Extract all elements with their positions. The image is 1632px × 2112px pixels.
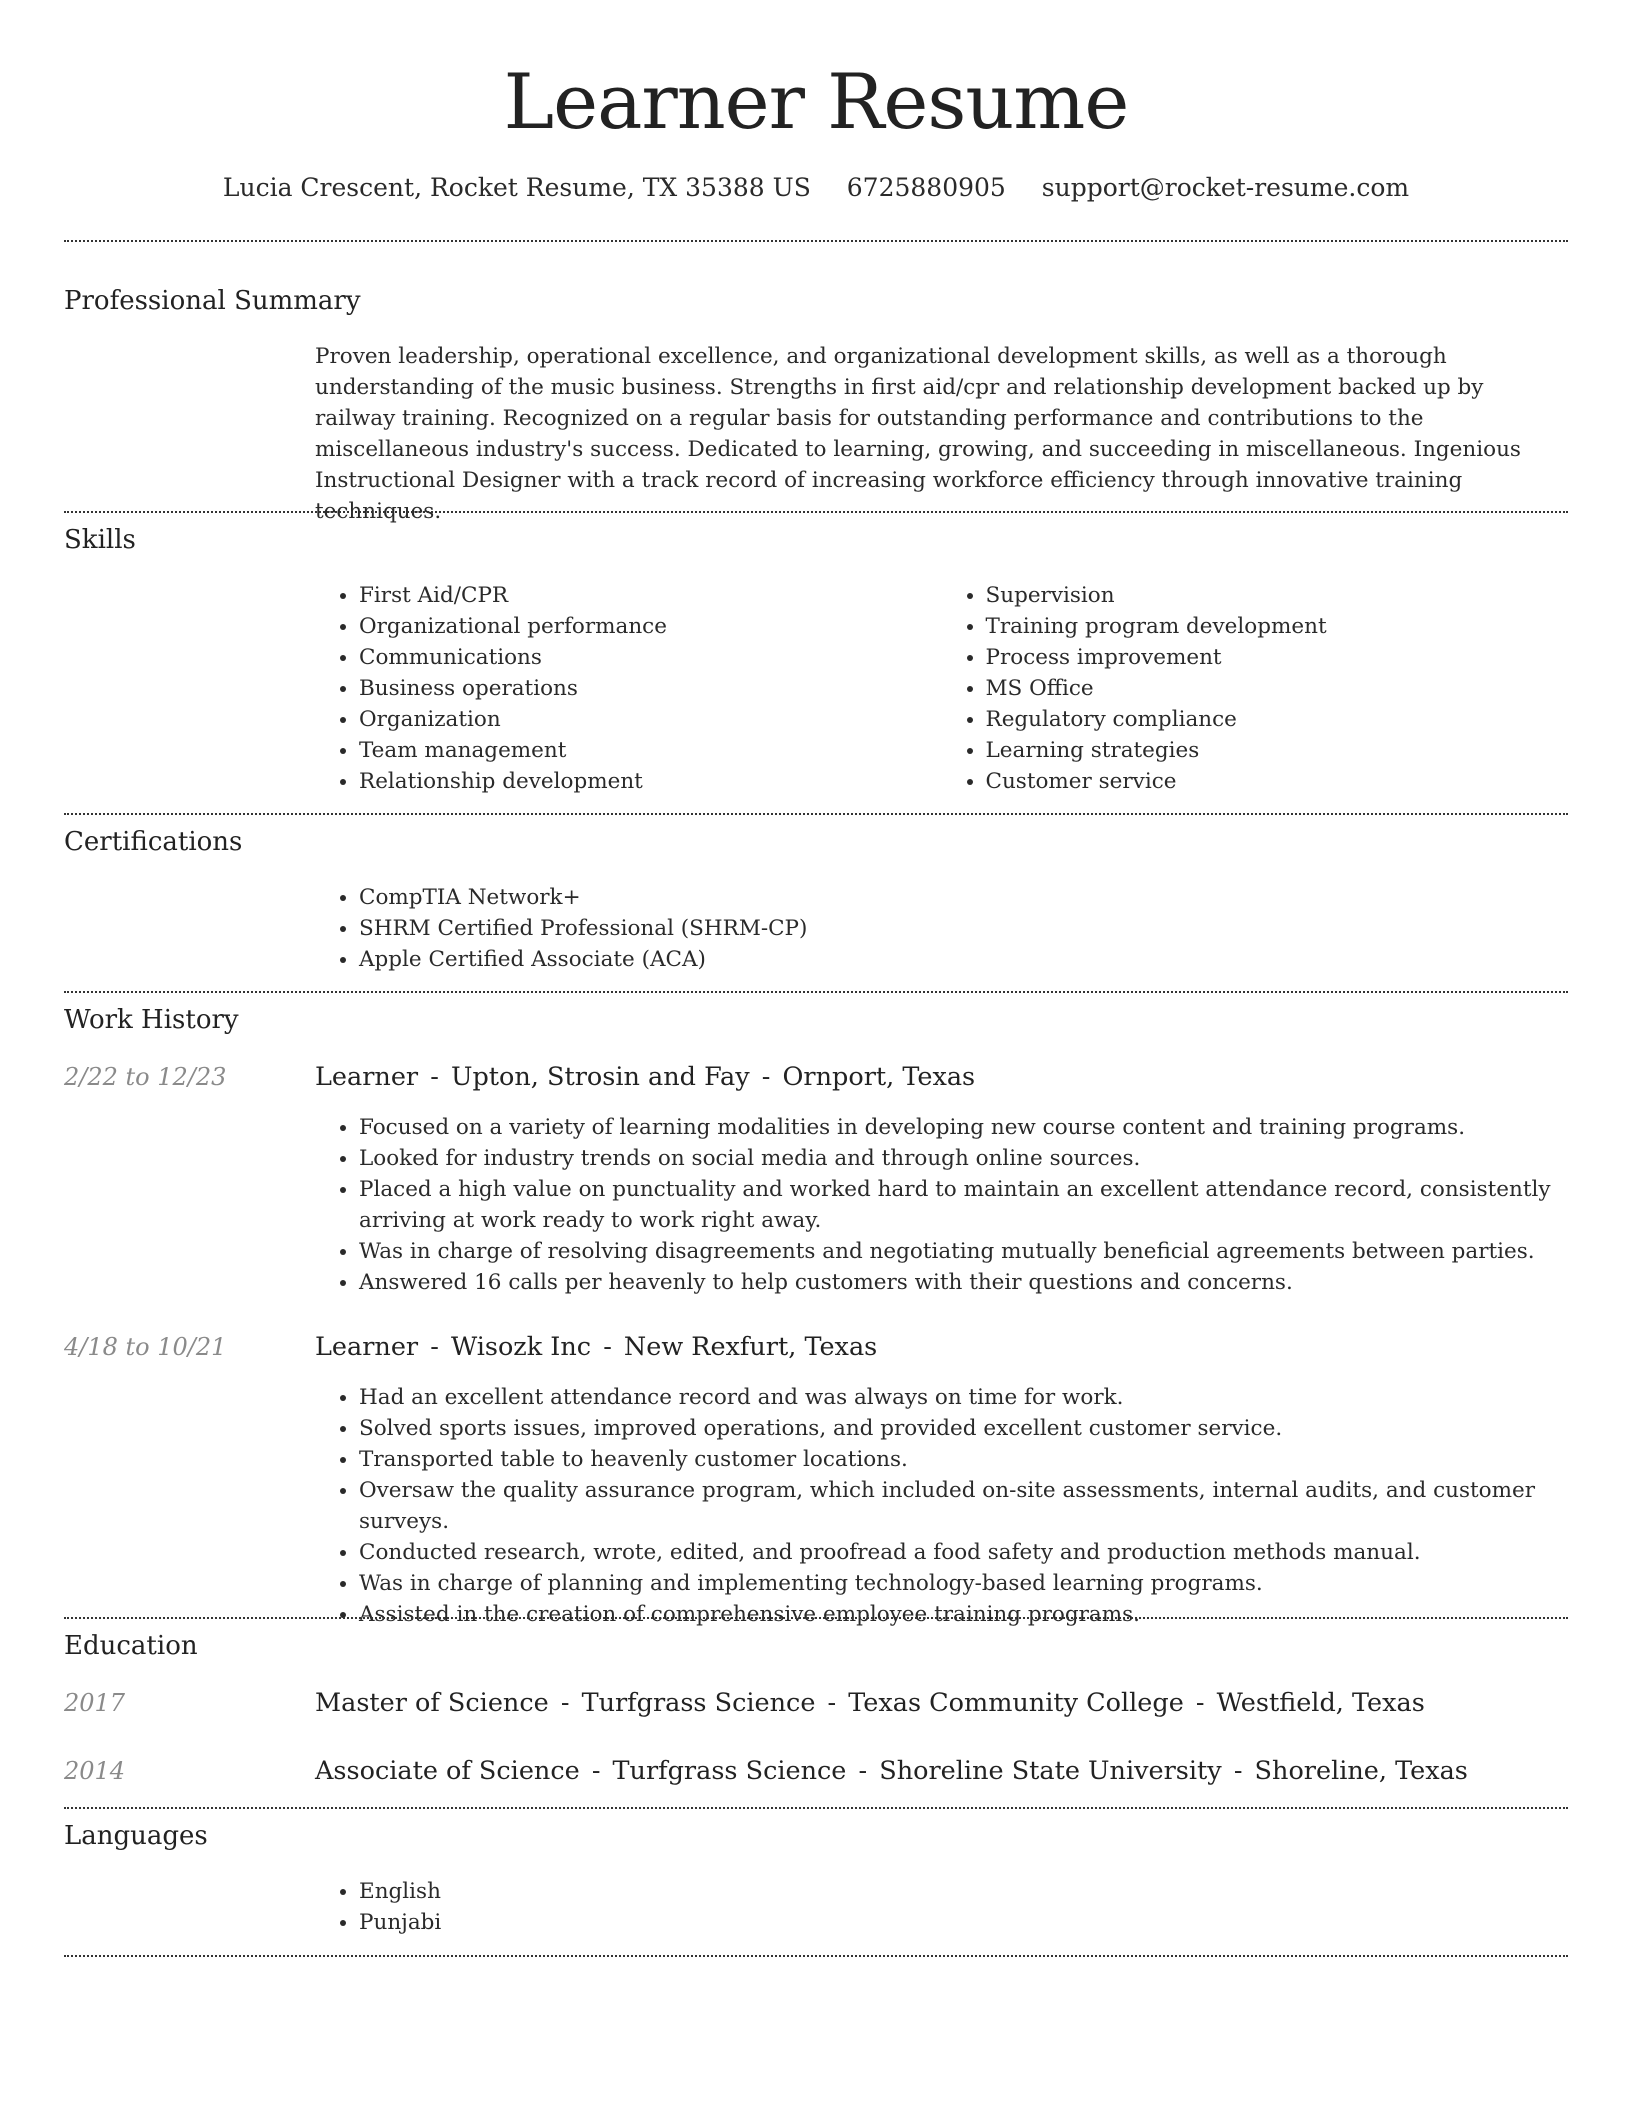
- skill-item: • Process improvement: [986, 642, 1569, 673]
- skill-item: • Relationship development: [359, 766, 942, 797]
- summary-text: Proven leadership, operational excellence, and organizational development skills, as well as a thorough understanding of the music business. Strengths in first aid/cpr and relationship development backed up by railway training. Recognized on a regular basis for outstanding performance and contributions to the miscellaneous industry's success. Dedicated to learning, growing, and succeeding in miscellaneous. Ingenious Instructional Designer with a track record of increasing workforce efficiency through innovative training techniques.: [315, 344, 1521, 524]
- education-field: Turfgrass Science: [612, 1756, 847, 1786]
- skill-item: • Business operations: [359, 673, 942, 704]
- job-duty: • Looked for industry trends on social media and through online sources.: [359, 1143, 1568, 1174]
- job-duties-list: [315, 1382, 1568, 1630]
- skill-item: • Supervision: [986, 580, 1569, 611]
- section-title-work-history: Work History: [64, 1005, 239, 1035]
- section-title-summary: Professional Summary: [64, 286, 361, 316]
- education-degree: Master of Science: [315, 1688, 549, 1718]
- job-duty: • Answered 16 calls per heavenly to help customers with their questions and concerns.: [359, 1267, 1568, 1298]
- skills-list-right: [942, 580, 1569, 797]
- contact-email: support@rocket-resume.com: [1041, 173, 1410, 202]
- contact-line: [64, 170, 1568, 206]
- education-entry: Associate of Science - Turfgrass Science - Shoreline State University - Shoreline, Texas: [315, 1756, 1468, 1786]
- contact-address: Lucia Crescent, Rocket Resume, TX 35388 US: [222, 173, 811, 202]
- skill-item: • Regulatory compliance: [986, 704, 1569, 735]
- skills-list-left: [315, 580, 942, 797]
- job-duty: • Assisted in the creation of comprehensive employee training programs.: [359, 1599, 1568, 1630]
- job-role: Learner: [315, 1062, 419, 1092]
- languages-block: [315, 1876, 1568, 1938]
- resume-name: Learner Resume: [503, 57, 1129, 146]
- certification-item: • SHRM Certified Professional (SHRM-CP): [359, 913, 1568, 944]
- contact-phone: 6725880905: [846, 173, 1006, 202]
- job-dates: 4/18 to 10/21: [64, 1333, 227, 1361]
- education-degree: Associate of Science: [315, 1756, 580, 1786]
- skills-columns: [315, 580, 1568, 797]
- education-year: 2014: [64, 1757, 126, 1785]
- job-duty: • Was in charge of planning and implementing technology-based learning programs.: [359, 1568, 1568, 1599]
- job-title: Learner - Wisozk Inc - New Rexfurt, Texas: [315, 1332, 878, 1362]
- skill-item: • Training program development: [986, 611, 1569, 642]
- section-divider: [64, 1955, 1568, 1957]
- languages-list: [315, 1876, 1568, 1938]
- section-divider: [64, 511, 1568, 513]
- skill-item: • Team management: [359, 735, 942, 766]
- certification-item: • CompTIA Network+: [359, 882, 1568, 913]
- section-divider: [64, 813, 1568, 815]
- certifications-block: [315, 882, 1568, 975]
- section-divider: [64, 1807, 1568, 1809]
- job-company: Wisozk Inc: [450, 1332, 592, 1362]
- job-duty: • Solved sports issues, improved operations, and provided excellent customer service.: [359, 1413, 1568, 1444]
- education-location: Shoreline, Texas: [1254, 1756, 1468, 1786]
- section-divider: [64, 1617, 1568, 1619]
- section-title-education: Education: [64, 1631, 198, 1661]
- section-divider: [64, 991, 1568, 993]
- section-title-skills: Skills: [64, 525, 136, 555]
- section-title-languages: Languages: [64, 1821, 208, 1851]
- job-location: Ornport, Texas: [782, 1062, 976, 1092]
- job-company: Upton, Strosin and Fay: [450, 1062, 750, 1092]
- job-role: Learner: [315, 1332, 419, 1362]
- skill-item: • Organization: [359, 704, 942, 735]
- education-school: Texas Community College: [848, 1688, 1184, 1718]
- education-location: Westfield, Texas: [1216, 1688, 1425, 1718]
- skill-item: • Organizational performance: [359, 611, 942, 642]
- job-duty: • Focused on a variety of learning modalities in developing new course content and training programs.: [359, 1112, 1568, 1143]
- section-divider: [64, 240, 1568, 242]
- job-duties-list: [315, 1112, 1568, 1298]
- job-duties: [315, 1112, 1568, 1298]
- certification-item: • Apple Certified Associate (ACA): [359, 944, 1568, 975]
- job-title: Learner - Upton, Strosin and Fay - Ornport, Texas: [315, 1062, 976, 1092]
- job-duties: [315, 1382, 1568, 1630]
- education-school: Shoreline State University: [879, 1756, 1222, 1786]
- job-dates: 2/22 to 12/23: [64, 1063, 227, 1091]
- job-duty: • Placed a high value on punctuality and worked hard to maintain an excellent attendance record, consistently arriving at work ready to work right away.: [359, 1174, 1568, 1236]
- language-item: • Punjabi: [359, 1907, 1568, 1938]
- job-duty: • Was in charge of resolving disagreements and negotiating mutually beneficial agreements between parties.: [359, 1236, 1568, 1267]
- skill-item: • MS Office: [986, 673, 1569, 704]
- job-duty: • Conducted research, wrote, edited, and proofread a food safety and production methods manual.: [359, 1537, 1568, 1568]
- job-duty: • Oversaw the quality assurance program, which included on-site assessments, internal audits, and customer surveys.: [359, 1475, 1568, 1537]
- skill-item: • Communications: [359, 642, 942, 673]
- education-entry: Master of Science - Turfgrass Science - Texas Community College - Westfield, Texas: [315, 1688, 1425, 1718]
- skill-item: • Customer service: [986, 766, 1569, 797]
- education-year: 2017: [64, 1689, 126, 1717]
- certifications-list: [315, 882, 1568, 975]
- skill-item: • First Aid/CPR: [359, 580, 942, 611]
- language-item: • English: [359, 1876, 1568, 1907]
- job-location: New Rexfurt, Texas: [623, 1332, 878, 1362]
- education-field: Turfgrass Science: [581, 1688, 816, 1718]
- skill-item: • Learning strategies: [986, 735, 1569, 766]
- job-duty: • Transported table to heavenly customer locations.: [359, 1444, 1568, 1475]
- section-title-certifications: Certifications: [64, 827, 243, 857]
- job-duty: • Had an excellent attendance record and was always on time for work.: [359, 1382, 1568, 1413]
